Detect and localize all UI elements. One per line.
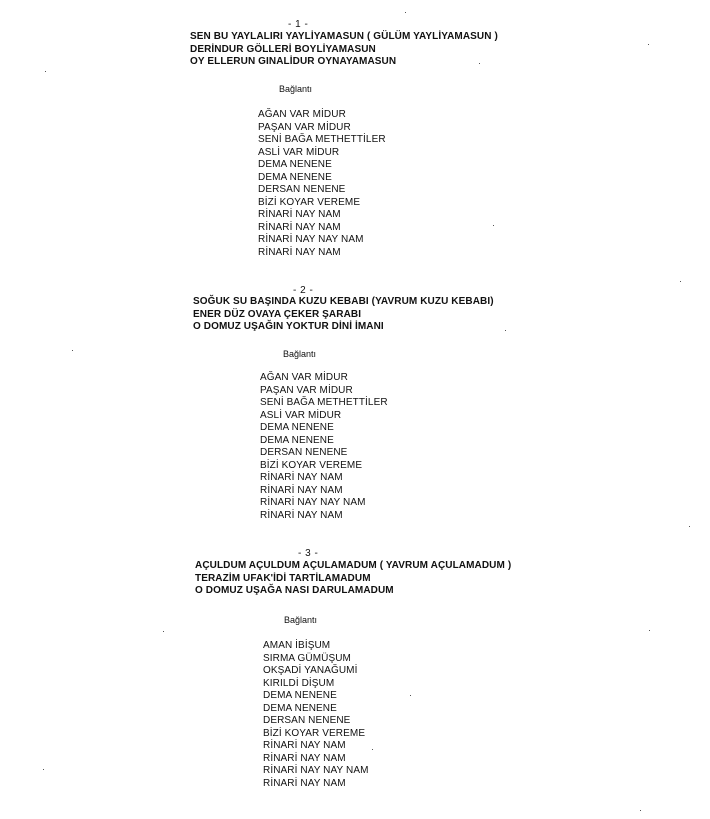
scan-speck — [479, 63, 480, 64]
chorus-line: ASLİ VAR MİDUR — [258, 146, 340, 158]
chorus-line: BİZİ KOYAR VEREME — [260, 459, 363, 471]
chorus-line: RİNARİ NAY NAM — [263, 752, 346, 764]
chorus-line: PAŞAN VAR MİDUR — [258, 121, 351, 133]
stanza-number: - 2 - — [293, 285, 314, 296]
chorus-lines — [263, 640, 369, 790]
scan-speck — [163, 631, 164, 632]
scan-speck — [505, 330, 506, 331]
chorus-line: DEMA NENENE — [263, 690, 337, 701]
scan-speck — [45, 71, 46, 72]
chorus-line: RİNARİ NAY NAM — [263, 740, 346, 751]
chorus-title: Bağlantı — [279, 84, 313, 94]
verse-line: DERİNDUR GÖLLERİ BOYLİYAMASUN — [190, 43, 376, 55]
chorus-line: DERSAN NENENE — [258, 184, 346, 195]
stanza-number: - 1 - — [288, 19, 309, 30]
scan-speck — [689, 526, 690, 527]
chorus-line: RİNARİ NAY NAY NAM — [260, 497, 366, 508]
scan-speck — [72, 350, 73, 351]
scan-speck — [410, 695, 411, 696]
verse-line: TERAZİM UFAK'İDİ TARTİLAMADUM — [195, 572, 371, 584]
chorus-line: AMAN İBİŞUM — [263, 640, 331, 651]
chorus-line: DEMA NENENE — [260, 422, 334, 433]
scan-speck — [649, 630, 650, 631]
scan-speck — [648, 44, 649, 45]
verse-line: SEN BU YAYLALIRI YAYLİYAMASUN ( GÜLÜM YAYLİYAMASUN ) — [190, 31, 498, 42]
verse-lines — [195, 560, 511, 598]
chorus-line: DERSAN NENENE — [260, 447, 348, 458]
verse-lines — [190, 31, 498, 69]
chorus-line: SENİ BAĞA METHETTİLER — [260, 397, 388, 408]
chorus-line: BİZİ KOYAR VEREME — [263, 727, 366, 739]
chorus-line: DERSAN NENENE — [263, 715, 351, 726]
scan-speck — [493, 225, 494, 226]
chorus-line: DEMA NENENE — [258, 171, 332, 183]
chorus-line: AĞAN VAR MİDUR — [260, 372, 348, 383]
chorus-line: BİZİ KOYAR VEREME — [258, 196, 361, 208]
chorus-line: RİNARİ NAY NAM — [258, 221, 341, 233]
verse-line: ENER DÜZ OVAYA ÇEKER ŞARABI — [193, 308, 362, 320]
chorus-line: RİNARİ NAY NAY NAM — [258, 234, 364, 245]
scan-speck — [372, 749, 373, 750]
verse-line: O DOMUZ UŞAĞIN YOKTUR DİNİ İMANI — [193, 321, 384, 332]
chorus-line: RİNARİ NAY NAM — [260, 472, 343, 483]
scan-speck — [405, 12, 406, 13]
chorus-line: KIRILDİ DİŞUM — [263, 677, 335, 689]
chorus-line: PAŞAN VAR MİDUR — [260, 384, 353, 396]
verse-line: SOĞUK SU BAŞINDA KUZU KEBABI (YAVRUM KUZU KEBABI) — [193, 296, 494, 307]
chorus-title: Bağlantı — [284, 615, 318, 625]
chorus-line: RİNARİ NAY NAM — [260, 484, 343, 496]
verse-line: OY ELLERUN GINALİDUR OYNAYAMASUN — [190, 56, 397, 67]
chorus-line: DEMA NENENE — [263, 702, 337, 714]
chorus-line: RİNARİ NAY NAY NAM — [263, 765, 369, 776]
chorus-line: ASLİ VAR MİDUR — [260, 409, 342, 421]
verse-line: AÇULDUM AÇULDUM AÇULAMADUM ( YAVRUM AÇULAMADUM ) — [195, 560, 512, 571]
verse-line: O DOMUZ UŞAĞA NASI DARULAMADUM — [195, 585, 394, 596]
chorus-lines — [258, 109, 386, 259]
chorus-line: OKŞADİ YANAĞUMİ — [263, 665, 358, 676]
chorus-line: RİNARİ NAY NAM — [258, 246, 341, 258]
chorus-line: DEMA NENENE — [258, 159, 332, 170]
verse-lines — [193, 296, 494, 334]
stanza-number: - 3 - — [298, 548, 319, 559]
scan-speck — [43, 769, 44, 770]
chorus-line: RİNARİ NAY NAM — [260, 509, 343, 521]
chorus-line: RİNARİ NAY NAM — [258, 209, 341, 220]
chorus-line: RİNARİ NAY NAM — [263, 777, 346, 789]
chorus-title: Bağlantı — [283, 349, 317, 359]
chorus-line: AĞAN VAR MİDUR — [258, 109, 346, 120]
chorus-line: DEMA NENENE — [260, 434, 334, 446]
chorus-line: SENİ BAĞA METHETTİLER — [258, 134, 386, 145]
chorus-line: SIRMA GÜMÜŞUM — [263, 652, 351, 664]
chorus-lines — [260, 372, 388, 522]
scan-speck — [680, 281, 681, 282]
scan-speck — [640, 810, 641, 811]
